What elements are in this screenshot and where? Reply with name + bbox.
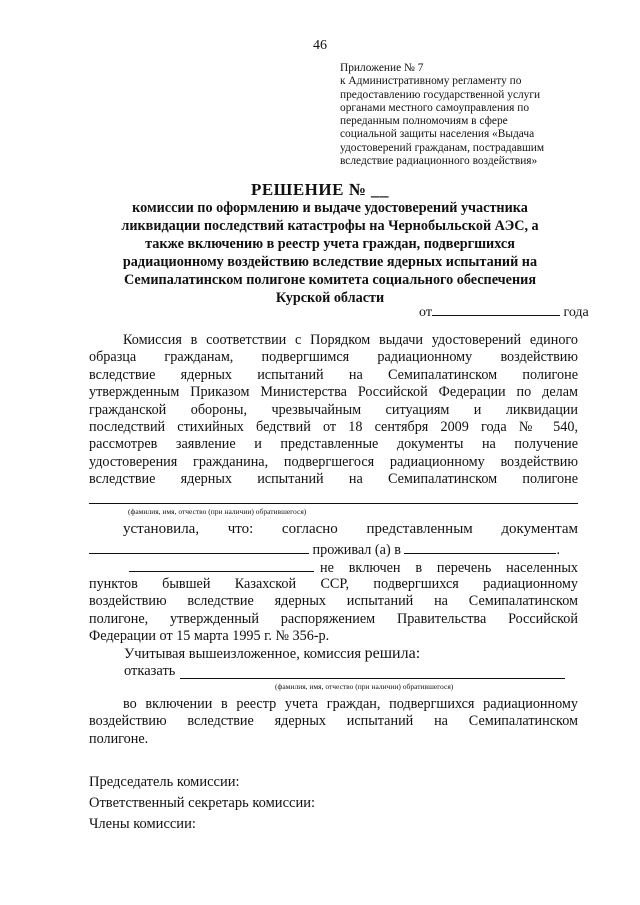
paragraph-line: Федерации от 15 марта 1995 г. № 356-р. xyxy=(89,628,330,645)
lived-line: проживал (а) в . xyxy=(89,541,560,559)
place-blank[interactable] xyxy=(404,541,556,554)
name-hint-2: (фамилия, имя, отчество (при наличии) обратившегося) xyxy=(275,682,454,691)
refuse-line xyxy=(124,663,175,680)
paragraph-2 xyxy=(89,576,578,646)
paragraph-line: Комиссия в соответствии с Порядком выдачи удостоверений единого xyxy=(123,332,578,348)
chairman-label: Председатель комиссии: xyxy=(89,774,240,790)
members-label: Члены комиссии: xyxy=(89,816,196,832)
paragraph-1 xyxy=(89,332,578,489)
paragraph-line: воздействию вследствие ядерных испытаний на Семипалатинском xyxy=(89,593,578,610)
person-blank[interactable] xyxy=(89,541,309,554)
date-line xyxy=(419,303,589,321)
paragraph-line: утвержденным Приказом Министерства Российской Федерации по делам xyxy=(89,384,578,401)
paragraph-line: гражданской обороны, чрезвычайным ситуациям и ликвидации xyxy=(89,401,578,418)
page-number: 46 xyxy=(313,38,327,53)
paragraph-3 xyxy=(89,696,578,748)
lived-label: проживал (а) в xyxy=(312,542,401,558)
appendix-line: переданным полномочиям в сфере xyxy=(340,115,508,128)
signatures-block xyxy=(89,772,315,835)
decision-title: РЕШЕНИЕ № __ xyxy=(250,180,390,199)
paragraph-line: удостоверения гражданина, подвергшегося радиационному воздействию xyxy=(89,453,578,470)
subtitle-line: радиационному воздействию вследствие ядерных испытаний на xyxy=(122,254,538,270)
paragraph-line: полигоне. xyxy=(89,730,149,747)
appendix-line: Приложение № 7 xyxy=(340,62,424,74)
name-field-2[interactable] xyxy=(180,678,565,679)
paragraph-line: воздействию вследствие ядерных испытаний на Семипалатинском xyxy=(89,713,578,730)
appendix-line: предоставлению государственной услуги xyxy=(340,88,541,101)
paragraph-line: вследствие ядерных испытаний на Семипалатинском полигоне xyxy=(89,366,578,383)
considering-line xyxy=(124,645,420,663)
paragraph-line: образца гражданам, подвергшимся радиационному воздействию xyxy=(89,349,578,366)
paragraph-line: во включении в реестр учета граждан, подвергшихся радиационному xyxy=(123,696,578,712)
paragraph-line: полигоне, утвержденный распоряжением Правительства Российской xyxy=(89,610,578,627)
considering-text: Учитывая вышеизложенное, комиссия xyxy=(124,646,361,662)
subtitle-line: Курской области xyxy=(275,290,385,306)
decision-subtitle xyxy=(80,199,580,307)
date-prefix: от xyxy=(419,305,432,320)
paragraph-line: пунктов бывшей Казахской ССР, подвергшихся радиационному xyxy=(89,576,578,592)
appendix-line: удостоверений гражданам, пострадавшим xyxy=(340,141,545,154)
paragraph-line: рассмотрев заявление и представленные документы на получение xyxy=(89,436,578,453)
not-included-line xyxy=(129,559,578,577)
paragraph-line: вследствие ядерных испытаний на Семипалатинском полигоне xyxy=(89,471,578,488)
subtitle-line: Семипалатинском полигоне комитета социального обеспечения xyxy=(123,272,536,288)
date-suffix: года xyxy=(563,305,589,320)
secretary-label: Ответственный секретарь комиссии: xyxy=(89,795,315,811)
appendix-line: социальной защиты населения «Выдача xyxy=(340,128,535,141)
subtitle-line: также включению в реестр учета граждан, подвергшихся xyxy=(145,236,515,252)
established-line: установила, что: согласно представленным документам xyxy=(123,521,578,537)
name-field-1[interactable] xyxy=(89,503,578,504)
date-blank[interactable] xyxy=(432,303,560,316)
not-included-text: не включен в перечень населенных xyxy=(320,560,578,576)
appendix-line: органами местного самоуправления по xyxy=(340,101,530,114)
subtitle-line: ликвидации последствий катастрофы на Чернобыльской АЭС, а xyxy=(121,218,539,234)
appendix-line: вследствие радиационного воздействия» xyxy=(340,155,538,168)
subtitle-line: комиссии по оформлению и выдаче удостоверений участника xyxy=(132,200,528,216)
paragraph-line: последствий стихийных бедствий от 18 сентября 2009 года № 540, xyxy=(89,419,578,436)
appendix-header xyxy=(340,62,580,168)
appendix-line: к Административному регламенту по xyxy=(340,75,522,88)
settlement-blank[interactable] xyxy=(129,559,314,572)
refuse-text: отказать xyxy=(124,663,176,679)
name-hint-1: (фамилия, имя, отчество (при наличии) обратившегося) xyxy=(128,507,307,516)
decided-text: решила: xyxy=(364,645,421,662)
